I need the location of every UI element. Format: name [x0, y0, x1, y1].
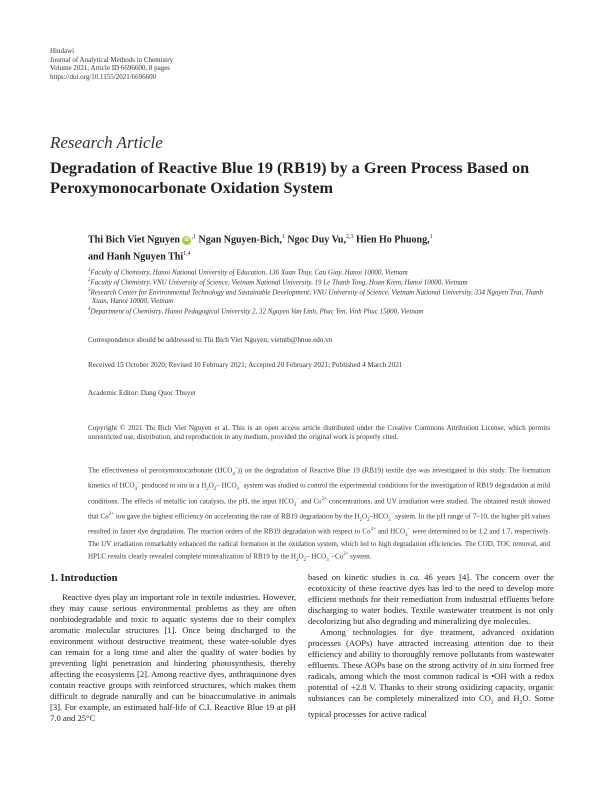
publisher-name: Hindawi [50, 47, 75, 55]
body-paragraph: Among technologies for dye treatment, advanced oxidation processes (AOPs) have attracted increasing attention due to their efficiency and ability to thoroughly remove pollutants from wastewater effluents. These AOPs base on the strong activity of in situ formed free radicals, among which the most common radical is •OH with a redox potential of +2.8 V. Thanks to their strong oxidizing capacity, organic substances can be completely mineralized into $CO_2$ and $H_2O$. Some typical processes for active radical [308, 627, 555, 719]
body-column-left [50, 572, 296, 724]
academic-editor: Academic Editor: Dang Quoc Thuyet [88, 389, 196, 397]
author-4: Hien Ho Phuong, [355, 234, 430, 246]
journal-name: Journal of Analytical Methods in Chemistry [50, 55, 174, 64]
copyright-notice: Copyright © 2021 Thi Bich Viet Nguyen et al. This is an open access article distributed under the Creative Commons Attribution License, which permits unrestricted use, distribution, and reproduction in any medium, provided the original work is properly cited. [88, 424, 550, 442]
author-3-affil: 2,3 [345, 234, 354, 240]
journal-header [50, 47, 173, 81]
author-1: Thi Bich Viet Nguyen [88, 234, 180, 246]
author-list [88, 230, 558, 265]
article-dates: Received 15 October 2020; Revised 10 February 2021; Accepted 20 February 2021; Published 4 March 2021 [88, 361, 403, 369]
author-1-affil: ,1 [191, 234, 196, 240]
affiliation-list [88, 267, 558, 316]
body-paragraph: based on kinetic studies is ca. 46 years [4]. The concern over the ecotoxicity of these reactive dyes has led to the need to develop more efficient methods for their remediation from industrial effluents before discharging to water bodies. Textile wastewater treatment is not only decolorizing but also degrading and mineralizing dye molecules. [308, 572, 554, 626]
abstract: The effectiveness of peroxymonocarbonate $(HCO_4^-)$) on the degradation of Reactive Blue 19 (RB19) textile dye was investigated in this study. The formation kinetics of $HCO_4^-$ produced in situ in a $H_2O_2-$ $HCO_3^-$ system was studied to control the experimental conditions for the investigation of RB19 degradation at mild conditions. The effects of metallic ion catalysts, the pH, the input $HCO_3^-$ and $Co^{2+}$ concentrations, and UV irradiation were studied. The obtained result showed that $Co^{2+}$ ion gave the highest efficiency on accelerating the rate of RB19 degradation by the $H_2O_2-HCO_3^-$ system. In the pH range of 7–10, the higher pH values resulted in faster dye degradation. The reaction orders of the RB19 degradation with respect to $Co^{2+}$ and $HCO_3^-$ were determined to be 1.2 and 1.7, respectively. The UV irradiation remarkably enhanced the radical formation in the oxidation system, which led to high degradation efficiencies. The COD, TOC removal, and HPLC results clearly revealed complete mineralization of RB19 by the $H_2O_2-$ $HCO_3^--Co^{2+}$ system. [88, 466, 551, 563]
journal-volume: Volume 2021, Article ID 6696600, 8 pages [50, 64, 171, 73]
author-4-affil: 1 [429, 234, 433, 240]
article-title: Degradation of Reactive Blue 19 (RB19) by a Green Process Based on Peroxymonocarbonate Oxidation System [50, 159, 530, 197]
author-2-affil: 1 [281, 234, 285, 240]
article-type: Research Article [50, 133, 163, 152]
body-column-right [308, 572, 554, 720]
correspondence: Correspondence should be addressed to Thi Bich Viet Nguyen; vietntb@hnue.edu.vn [88, 336, 333, 344]
section-heading: 1. Introduction [50, 573, 118, 584]
doi-link[interactable]: https://doi.org/10.1155/2021/6696600 [50, 72, 157, 81]
orcid-icon[interactable]: iD [184, 237, 190, 244]
author-2: Ngan Nguyen-Bich, [198, 234, 282, 246]
affiliation-item: $^1$Faculty of Chemistry, Hanoi National University of Education, 136 Xuan Thuy, Cau Giay, Hanoi 10000, Vietnam [88, 268, 408, 277]
affiliation-item: $^3$Research Center for Environmental Technology and Sustainable Development, VNU University of Science, Vietnam National University, 334 Nguyen Trai, Thanh Xuan, Hanoi 10000, Vietnam [88, 288, 543, 306]
author-3: Ngoc Duy Vu, [287, 234, 346, 246]
author-5: and Hanh Nguyen Thi [88, 251, 184, 263]
author-5-affil: 1,4 [183, 251, 191, 258]
body-paragraph: Reactive dyes play an important role in textile industries. However, they may cause serious environmental problems as they are often nonbiodegradable and toxic to aquatic systems due to their complex aromatic molecular structures [1]. Once being discharged to the environment without destructive treatment, these water-soluble dyes can remain for a long time and alter the quality of water bodies by preventing light penetration and hindering photosynthesis, thereby affecting the ecosystems [2]. Among reactive dyes, anthraquinone dyes contain reactive groups with reinforced structures, which makes them difficult to degrade naturally and can be bioaccumulative in animals [3]. For example, an estimated half-life of C.I. Reactive Blue 19 at pH 7.0 and 25°C [50, 592, 296, 723]
affiliation-item: $^2$Faculty of Chemistry, VNU University of Science, Vietnam National University, 19 Le Thanh Tong, Hoan Kiem, Hanoi 10000, Vietnam [88, 278, 468, 287]
affiliation-item: $^4$Department of Chemistry, Hanoi Pedagogical University 2, 32 Nguyen Van Linh, Phuc Yen, Vinh Phuc 15000, Vietnam [88, 306, 424, 316]
